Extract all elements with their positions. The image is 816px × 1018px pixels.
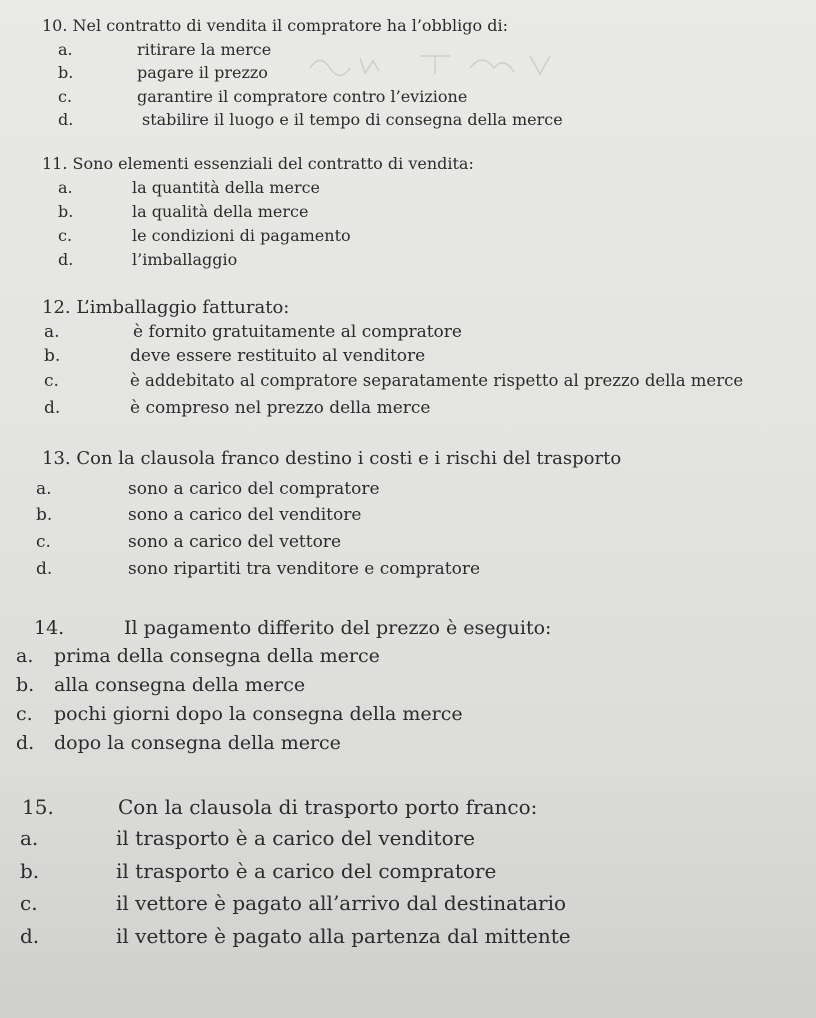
option-letter: b. [20,859,40,883]
question-12-title [42,297,289,318]
option-text: il vettore è pagato all’arrivo dal destinatario [116,891,567,915]
option-text: pochi giorni dopo la consegna della merce [54,703,463,725]
option-letter: d. [16,732,35,754]
question-10-prompt: Nel contratto di vendita il compratore ha l’obbligo di: [72,16,508,35]
question-14-number: 14. [34,617,65,639]
option-letter: d. [58,110,74,129]
question-14-title [34,617,552,639]
option-text: alla consegna della merce [54,674,306,696]
question-10-title [42,16,508,35]
option-letter: c. [16,703,33,725]
option-text: il trasporto è a carico del compratore [116,859,497,883]
option-letter: b. [58,63,74,82]
option-letter: b. [16,674,35,696]
option-letter: d. [58,250,74,269]
option-text: è compreso nel prezzo della merce [130,398,431,418]
question-11-number: 11. [42,154,68,173]
option-letter: d. [44,398,61,418]
option-text: prima della consegna della merce [54,645,380,667]
option-text: sono a carico del compratore [128,479,380,499]
question-12-prompt: L’imballaggio fatturato: [76,297,290,318]
option-text: è addebitato al compratore separatamente rispetto al prezzo della merce [130,371,744,390]
option-letter: b. [44,346,61,366]
question-15-number: 15. [22,795,54,819]
option-letter: c. [36,532,51,552]
option-letter: d. [20,924,40,948]
question-14-prompt: Il pagamento differito del prezzo è eseguito: [124,617,552,639]
option-text: la quantità della merce [132,178,321,197]
option-text: l’imballaggio [132,250,238,269]
option-letter: c. [58,87,73,106]
option-text: garantire il compratore contro l’evizione [137,87,468,106]
option-letter: c. [58,226,73,245]
question-13-prompt: Con la clausola franco destino i costi e i rischi del trasporto [76,448,622,469]
question-15-prompt: Con la clausola di trasporto porto franco: [118,795,538,819]
option-letter: c. [44,371,59,391]
option-text: le condizioni di pagamento [132,226,351,245]
option-text: la qualità della merce [132,202,309,221]
option-text: sono a carico del venditore [128,505,362,525]
option-letter: a. [58,178,73,197]
option-text: è fornito gratuitamente al compratore [133,322,462,342]
question-11-title [42,154,474,173]
option-text: il trasporto è a carico del venditore [116,826,476,850]
option-text: sono a carico del vettore [128,532,341,552]
option-text: ritirare la merce [137,40,272,59]
option-letter: a. [16,645,34,667]
question-12-number: 12. [42,297,71,318]
option-text: dopo la consegna della merce [54,732,341,754]
option-text: stabilire il luogo e il tempo di consegna della merce [142,110,563,129]
question-13-number: 13. [42,448,71,469]
option-letter: b. [36,505,53,525]
question-13-title [42,448,621,469]
option-text: il vettore è pagato alla partenza dal mittente [116,924,571,948]
question-15-title [22,795,538,819]
option-letter: b. [58,202,74,221]
option-letter: a. [44,322,60,342]
bleed-through-scribble [300,48,580,78]
question-11-prompt: Sono elementi essenziali del contratto di vendita: [72,154,474,173]
option-letter: a. [36,479,52,499]
option-letter: a. [20,826,39,850]
option-letter: c. [20,891,38,915]
option-text: deve essere restituito al venditore [130,346,426,366]
option-text: pagare il prezzo [137,63,268,82]
option-text: sono ripartiti tra venditore e compratore [128,559,481,579]
question-10-number: 10. [42,16,68,35]
option-letter: d. [36,559,53,579]
option-letter: a. [58,40,73,59]
